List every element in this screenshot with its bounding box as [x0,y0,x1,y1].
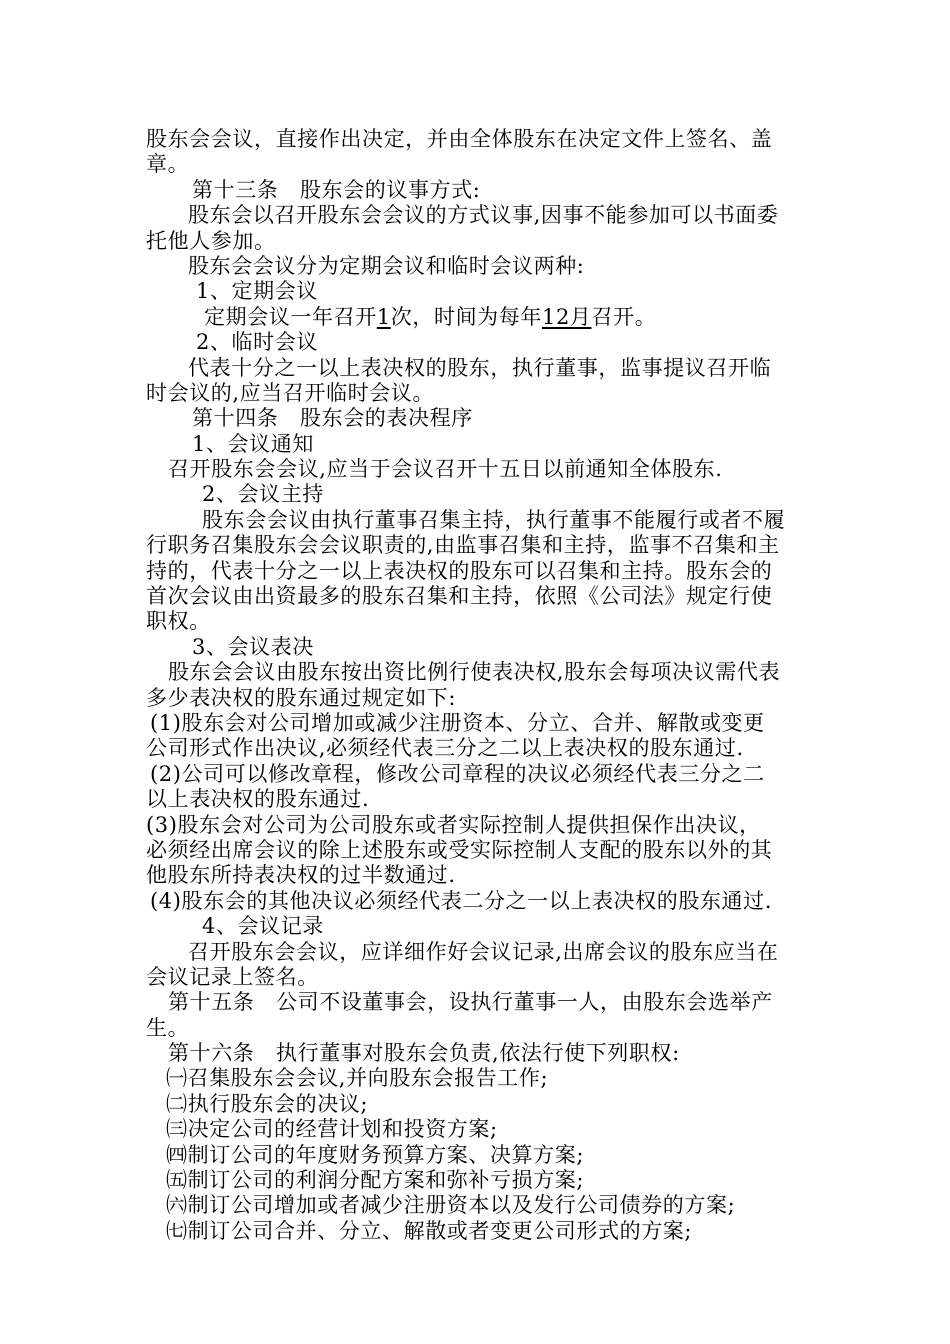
text-line: 4、会议记录 [202,914,324,939]
text-line: ㈡执行股东会的决议; [166,1091,369,1116]
text-line: (2)公司可以修改章程，修改公司章程的决议必须经代表三分之二 [150,761,765,786]
text-line: 3、会议表决 [192,634,314,659]
text-line: 时会议的,应当召开临时会议。 [146,380,435,405]
text-line: (4)股东会的其他决议必须经代表二分之一以上表决权的股东通过. [150,888,773,913]
text-fragment: 次，时间为每年 [390,304,542,329]
text-line: 会议记录上签名。 [146,964,319,989]
text-line: 行职务召集股东会会议职责的,由监事召集和主持，监事不召集和主 [146,533,780,558]
text-line: ㈢决定公司的经营计划和投资方案; [166,1117,498,1142]
text-line: 股东会会议由股东按出资比例行使表决权,股东会每项决议需代表 [168,660,781,685]
text-line: 股东会会议分为定期会议和临时会议两种: [188,253,585,278]
text-fragment: 召开。 [591,304,657,329]
text-line: ㈦制订公司合并、分立、解散或者变更公司形式的方案; [166,1218,693,1243]
text-line: ㈠召集股东会会议,并向股东会报告工作; [166,1066,549,1091]
text-line: 召开股东会会议，应详细作好会议记录,出席会议的股东应当在 [188,939,779,964]
text-line: 1、定期会议 [196,279,318,304]
text-line: 股东会以召开股东会会议的方式议事,因事不能参加可以书面委 [188,203,779,228]
text-line: 以上表决权的股东通过. [146,787,370,812]
text-line: 2、临时会议 [196,330,318,355]
text-line [146,305,810,330]
text-line: 第十五条 公司不设董事会，设执行董事一人，由股东会选举产 [168,990,773,1015]
text-line: 首次会议由出资最多的股东召集和主持，依照《公司法》规定行使 [146,584,773,609]
underlined-value: 12月 [541,304,592,329]
text-line: 第十三条 股东会的议事方式: [192,177,481,202]
text-line: 托他人参加。 [146,228,276,253]
text-fragment: 定期会议一年召开 [204,304,377,329]
text-line: 章。 [146,152,190,177]
text-line: ㈤制订公司的利润分配方案和弥补亏损方案; [166,1168,585,1193]
document-body [146,127,810,1244]
text-line: 生。 [146,1015,190,1040]
text-line: 第十六条 执行董事对股东会负责,依法行使下列职权: [168,1041,680,1066]
text-line: 2、会议主持 [202,482,324,507]
text-line: 持的，代表十分之一以上表决权的股东可以召集和主持。股东会的 [146,558,773,583]
text-line: ㈥制订公司增加或者减少注册资本以及发行公司债券的方案; [166,1193,736,1218]
text-line: 多少表决权的股东通过规定如下: [146,685,457,710]
text-line: 职权。 [146,609,211,634]
text-line: 他股东所持表决权的过半数通过. [146,863,456,888]
text-line: ㈣制订公司的年度财务预算方案、决算方案; [166,1142,585,1167]
text-line: 第十四条 股东会的表决程序 [192,406,473,431]
text-line: 公司形式作出决议,必须经代表三分之二以上表决权的股东通过. [146,736,744,761]
text-line: 必须经出席会议的除上述股东或受实际控制人支配的股东以外的其 [146,837,773,862]
text-line: (1)股东会对公司增加或减少注册资本、分立、合并、解散或变更 [150,710,765,735]
text-line: 代表十分之一以上表决权的股东，执行董事，监事提议召开临 [188,355,772,380]
text-line: 1、会议通知 [192,431,314,456]
text-line: (3)股东会对公司为公司股东或者实际控制人提供担保作出决议， [146,812,761,837]
underlined-value: 1 [376,304,391,329]
text-line: 股东会会议由执行董事召集主持，执行董事不能履行或者不履 [202,507,786,532]
text-line: 股东会会议，直接作出决定，并由全体股东在决定文件上签名、盖 [146,127,773,151]
text-line: 召开股东会会议,应当于会议召开十五日以前通知全体股东. [168,457,723,482]
